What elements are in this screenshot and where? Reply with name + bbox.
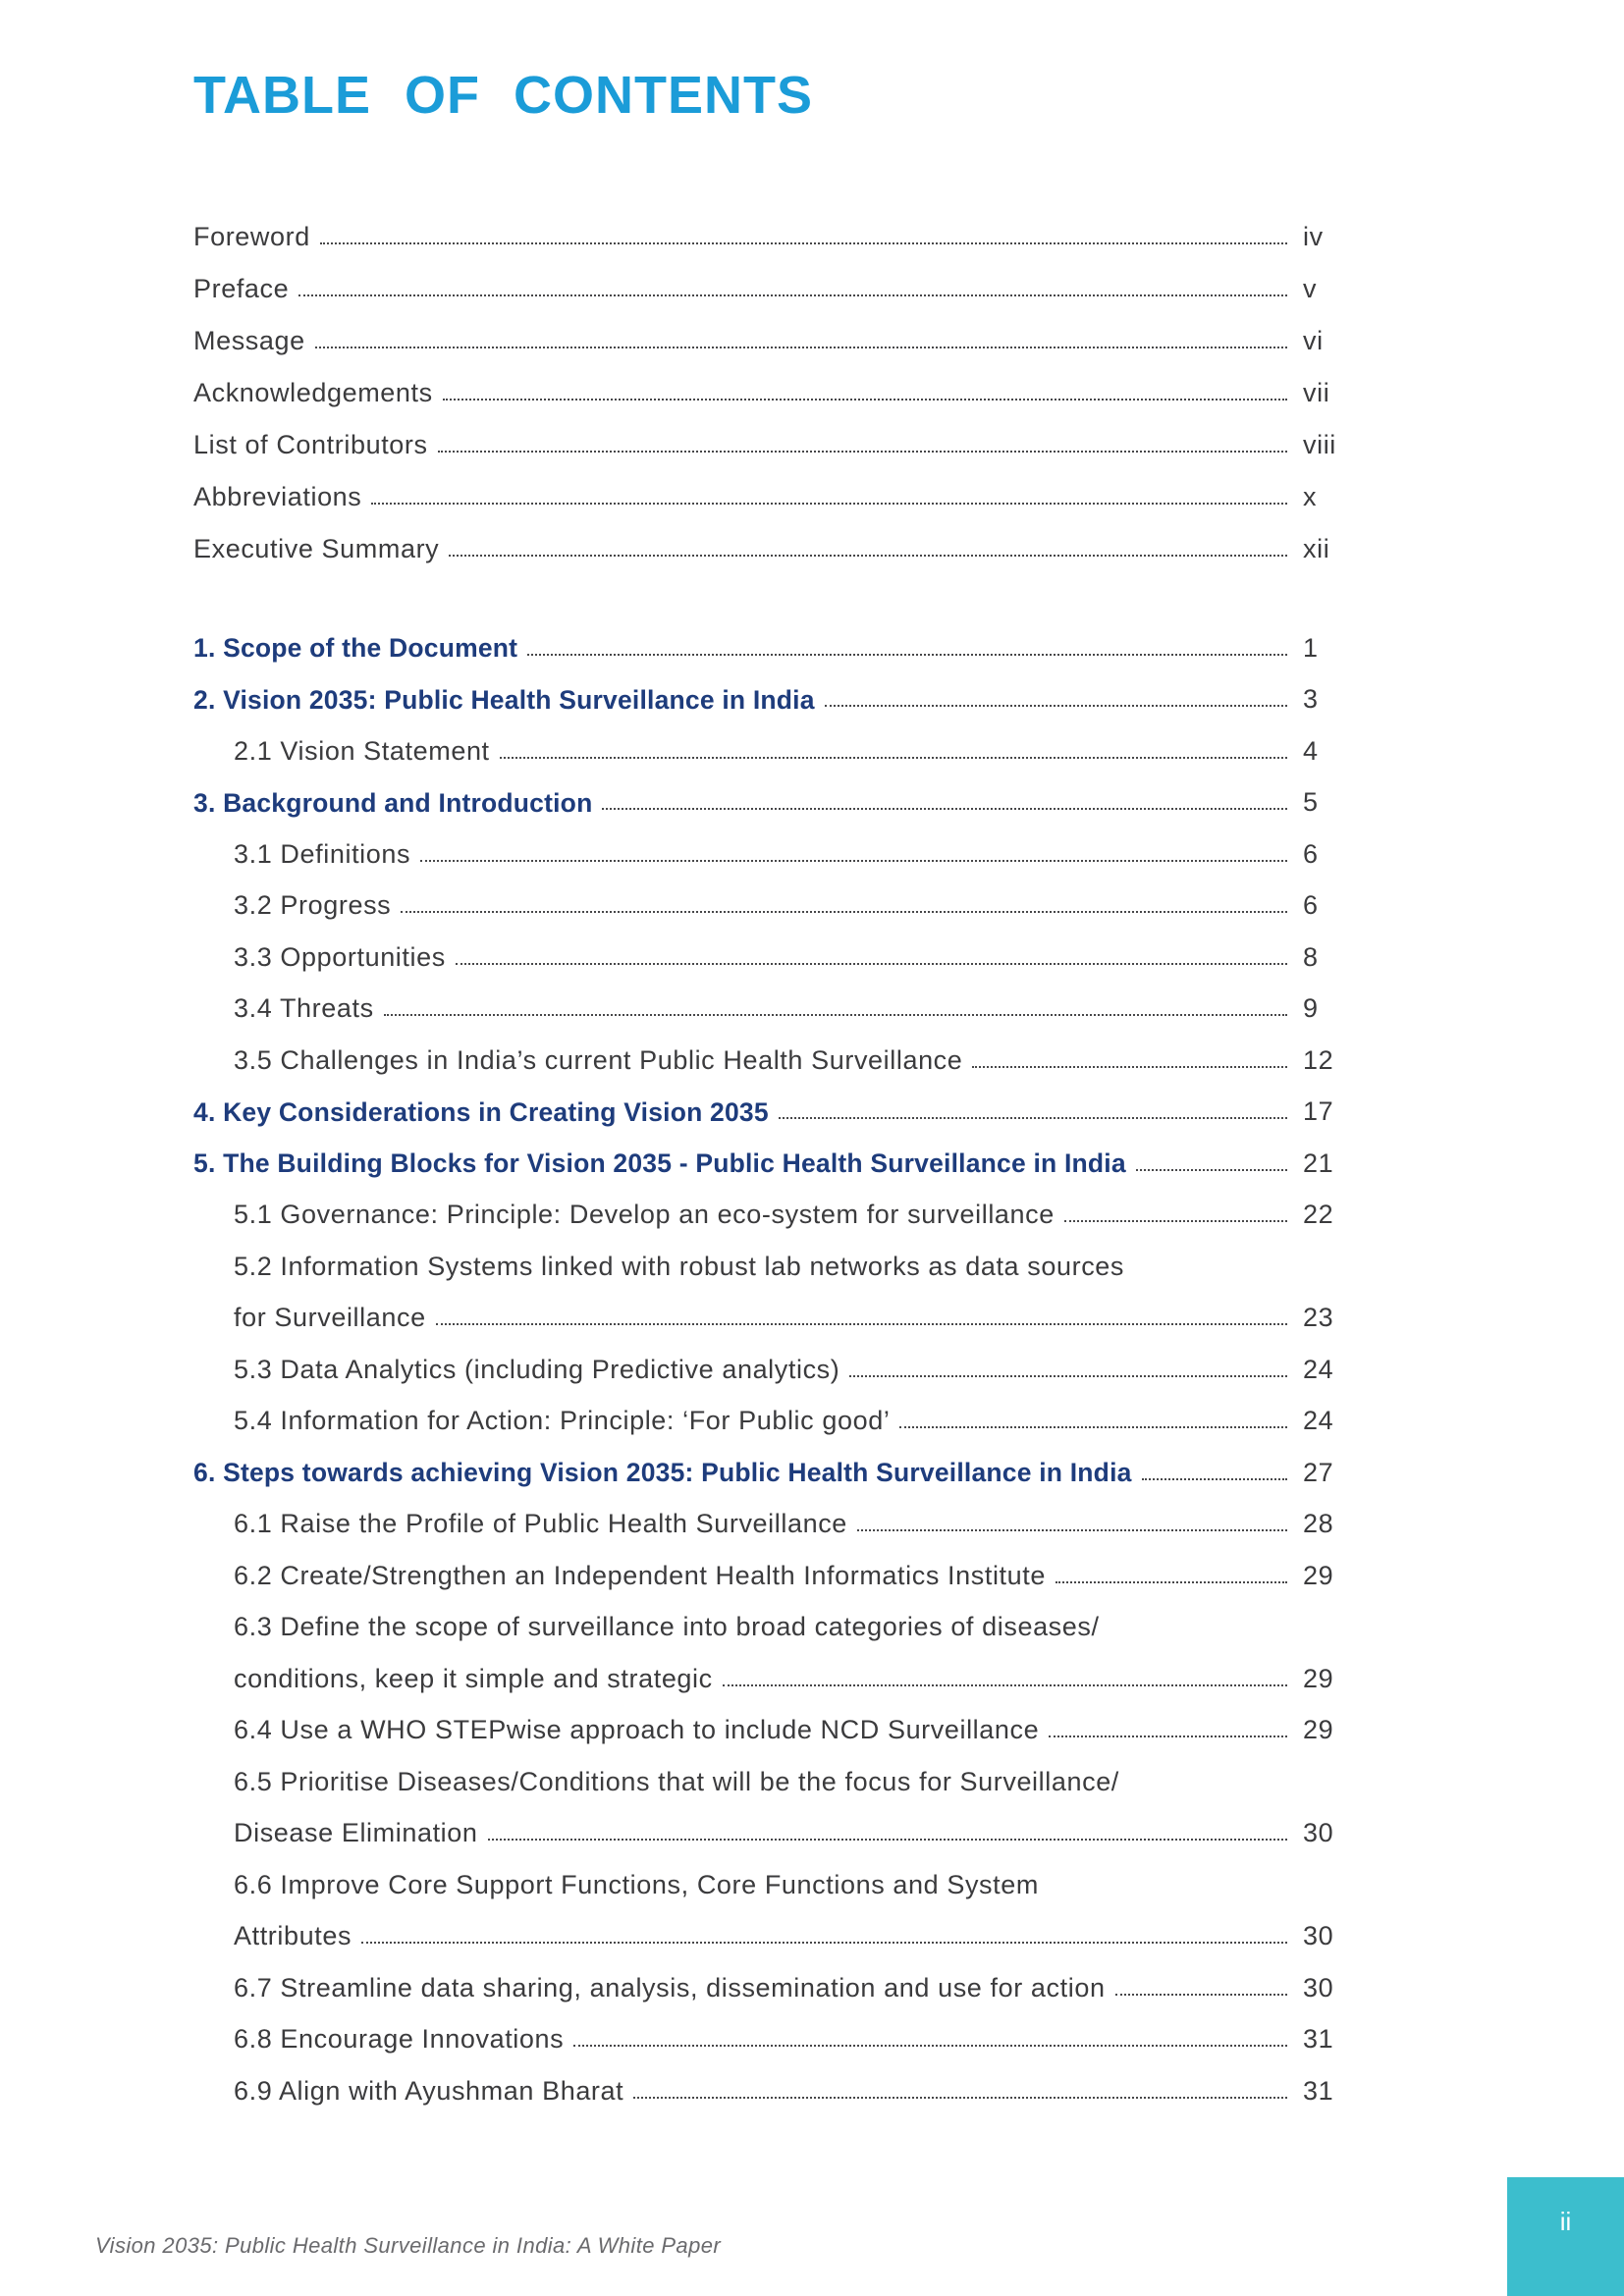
toc-page-number: 4 — [1303, 735, 1319, 766]
toc-entry-label: 6.6 Improve Core Support Functions, Core Functions and System — [234, 1869, 1039, 1899]
toc-page-number: 27 — [1303, 1457, 1334, 1487]
dot-leader — [825, 705, 1287, 707]
dot-leader — [420, 860, 1287, 862]
toc-page-number: 30 — [1303, 1921, 1334, 1951]
toc-page-number: vii — [1303, 378, 1330, 408]
toc-entry-label: 3.5 Challenges in India’s current Public Health Surveillance — [234, 1044, 963, 1075]
toc-row — [193, 2011, 1360, 2063]
toc-page-number: 30 — [1303, 1818, 1334, 1848]
dot-leader — [449, 555, 1287, 557]
sections-list — [193, 619, 1360, 2114]
toc-row — [193, 208, 1360, 260]
toc-page-number: vi — [1303, 326, 1324, 356]
toc-entry-label: 6.3 Define the scope of surveillance into broad categories of diseases/ — [234, 1612, 1100, 1642]
toc-page-number: x — [1303, 482, 1318, 512]
dot-leader — [443, 399, 1287, 400]
toc-entry-label: Preface — [193, 274, 290, 304]
dot-leader — [1136, 1169, 1287, 1171]
toc-entry-label: 6.1 Raise the Profile of Public Health Surveillance — [234, 1509, 847, 1539]
dot-leader — [1142, 1478, 1287, 1480]
toc-page-number: 9 — [1303, 993, 1319, 1024]
toc-entry-label: 2. Vision 2035: Public Health Surveillance in India — [193, 684, 815, 715]
toc-entry-label: 3.2 Progress — [234, 890, 392, 921]
dot-leader — [401, 911, 1287, 913]
dot-leader — [1064, 1220, 1287, 1222]
toc-row — [193, 1084, 1360, 1136]
toc-entry-label: Foreword — [193, 222, 310, 252]
toc-row — [193, 981, 1360, 1033]
toc-page-number: 24 — [1303, 1406, 1334, 1436]
toc-page-number: 21 — [1303, 1148, 1334, 1178]
dot-leader — [1056, 1581, 1287, 1583]
toc-entry-label: 4. Key Considerations in Creating Vision 2035 — [193, 1096, 769, 1127]
toc-page-number: 3 — [1303, 684, 1319, 715]
toc-page-number: 6 — [1303, 838, 1319, 869]
toc-row — [193, 1187, 1360, 1239]
page-number-label: ii — [1559, 2207, 1572, 2236]
dot-leader — [573, 2045, 1287, 2047]
dot-leader — [849, 1375, 1287, 1377]
dot-leader — [384, 1014, 1287, 1016]
toc-row — [193, 1650, 1360, 1702]
toc-entry-label: Message — [193, 326, 305, 356]
toc-entry-label: 3.1 Definitions — [234, 838, 411, 869]
toc-entry-label: Executive Summary — [193, 534, 440, 564]
toc-entry-label: Abbreviations — [193, 482, 362, 512]
toc-row — [193, 1702, 1360, 1754]
toc-page-number: 29 — [1303, 1715, 1334, 1745]
toc-page-number: 5 — [1303, 787, 1319, 818]
dot-leader — [488, 1839, 1287, 1841]
toc-page-number: 22 — [1303, 1200, 1334, 1230]
toc-row — [193, 1496, 1360, 1548]
page-number-box — [1507, 2177, 1624, 2296]
toc-row — [193, 1959, 1360, 2011]
toc-entry-label: 1. Scope of the Document — [193, 633, 518, 664]
dot-leader — [456, 963, 1287, 965]
footer-text: Vision 2035: Public Health Surveillance in India: A White Paper — [95, 2233, 722, 2258]
toc-row — [193, 1135, 1360, 1187]
toc-page-number: 28 — [1303, 1509, 1334, 1539]
toc-row — [193, 929, 1360, 981]
toc-row — [193, 312, 1360, 364]
toc-row — [193, 1856, 1360, 1908]
toc-entry-label: 3.4 Threats — [234, 993, 374, 1024]
toc-entry-label: 6.4 Use a WHO STEPwise approach to include NCD Surveillance — [234, 1715, 1040, 1745]
dot-leader — [723, 1684, 1287, 1686]
dot-leader — [500, 757, 1287, 759]
dot-leader — [438, 451, 1287, 453]
toc-row — [193, 260, 1360, 312]
dot-leader — [361, 1942, 1287, 1944]
toc-row — [193, 1238, 1360, 1290]
dot-leader — [899, 1426, 1287, 1428]
toc-entry-label: 5.2 Information Systems linked with robust lab networks as data sources — [234, 1251, 1125, 1281]
page-title: TABLE OF CONTENTS — [193, 66, 813, 125]
toc-row — [193, 774, 1360, 827]
dot-leader — [633, 2097, 1287, 2099]
toc-page-number: 1 — [1303, 632, 1319, 663]
toc-page-number: 29 — [1303, 1560, 1334, 1590]
dot-leader — [1115, 1994, 1287, 1996]
toc-entry-label: 6.2 Create/Strengthen an Independent Health Informatics Institute — [234, 1560, 1046, 1590]
dot-leader — [320, 242, 1287, 244]
toc-entry-label: 3. Background and Introduction — [193, 787, 593, 818]
toc-entry-label: 6. Steps towards achieving Vision 2035: Public Health Surveillance in India — [193, 1458, 1132, 1488]
toc-entry-label: 5.1 Governance: Principle: Develop an eco-system for surveillance — [234, 1200, 1055, 1230]
toc-row — [193, 1290, 1360, 1342]
toc-row — [193, 1341, 1360, 1393]
toc-page-number: 30 — [1303, 1972, 1334, 2002]
toc-page-number: iv — [1303, 222, 1324, 252]
dot-leader — [315, 347, 1287, 348]
toc-entry-label: for Surveillance — [234, 1303, 426, 1333]
toc-page-number: 31 — [1303, 2024, 1334, 2055]
toc-page-number: xii — [1303, 534, 1330, 564]
toc-page-number: 23 — [1303, 1303, 1334, 1333]
toc-page-number: 6 — [1303, 890, 1319, 921]
toc-row — [193, 619, 1360, 671]
dot-leader — [298, 294, 1287, 296]
toc-page-number: 8 — [1303, 941, 1319, 972]
toc-page-number: 29 — [1303, 1663, 1334, 1693]
toc-entry-label: Acknowledgements — [193, 378, 433, 408]
toc-entry-label: 5.4 Information for Action: Principle: ‘For Public good’ — [234, 1406, 891, 1436]
toc-entry-label: conditions, keep it simple and strategic — [234, 1663, 713, 1693]
toc-row — [193, 1805, 1360, 1857]
toc-entry-label: 3.3 Opportunities — [234, 941, 446, 972]
toc-entry-label: 5.3 Data Analytics (including Predictive analytics) — [234, 1354, 840, 1384]
toc-page-number: 17 — [1303, 1096, 1334, 1127]
toc-row — [193, 1753, 1360, 1805]
dot-leader — [779, 1117, 1287, 1119]
dot-leader — [602, 808, 1287, 810]
toc-row — [193, 722, 1360, 774]
toc-row — [193, 1444, 1360, 1496]
toc-page-number: 12 — [1303, 1044, 1334, 1075]
toc-entry-label: 6.7 Streamline data sharing, analysis, dissemination and use for action — [234, 1972, 1106, 2002]
toc-page-number: 31 — [1303, 2075, 1334, 2106]
dot-leader — [857, 1529, 1287, 1531]
dot-leader — [527, 654, 1287, 656]
toc-entry-label: 2.1 Vision Statement — [234, 735, 490, 766]
toc-content — [193, 66, 1360, 2114]
toc-row — [193, 2062, 1360, 2114]
toc-entry-label: 5. The Building Blocks for Vision 2035 - Public Health Surveillance in India — [193, 1148, 1126, 1179]
toc-entry-label: Disease Elimination — [234, 1818, 478, 1848]
toc-row — [193, 878, 1360, 930]
toc-row — [193, 1908, 1360, 1960]
dot-leader — [371, 503, 1287, 505]
toc-row — [193, 1393, 1360, 1445]
toc-row — [193, 468, 1360, 520]
toc-row — [193, 364, 1360, 416]
toc-page-number: v — [1303, 274, 1318, 304]
toc-entry-label: 6.9 Align with Ayushman Bharat — [234, 2075, 624, 2106]
dot-leader — [436, 1323, 1287, 1325]
dot-leader — [972, 1066, 1287, 1068]
toc-row — [193, 826, 1360, 878]
toc-row — [193, 1547, 1360, 1599]
toc-entry-label: 6.5 Prioritise Diseases/Conditions that will be the focus for Surveillance/ — [234, 1766, 1119, 1796]
toc-row — [193, 1599, 1360, 1651]
dot-leader — [1049, 1735, 1287, 1737]
front-matter-list — [193, 208, 1360, 572]
toc-row — [193, 520, 1360, 572]
toc-page-number: 24 — [1303, 1354, 1334, 1384]
toc-entry-label: List of Contributors — [193, 430, 428, 460]
toc-row — [193, 671, 1360, 723]
toc-row — [193, 1032, 1360, 1084]
toc-row — [193, 416, 1360, 468]
toc-entry-label: 6.8 Encourage Innovations — [234, 2024, 565, 2055]
toc-page-number: viii — [1303, 430, 1336, 460]
toc-entry-label: Attributes — [234, 1921, 352, 1951]
